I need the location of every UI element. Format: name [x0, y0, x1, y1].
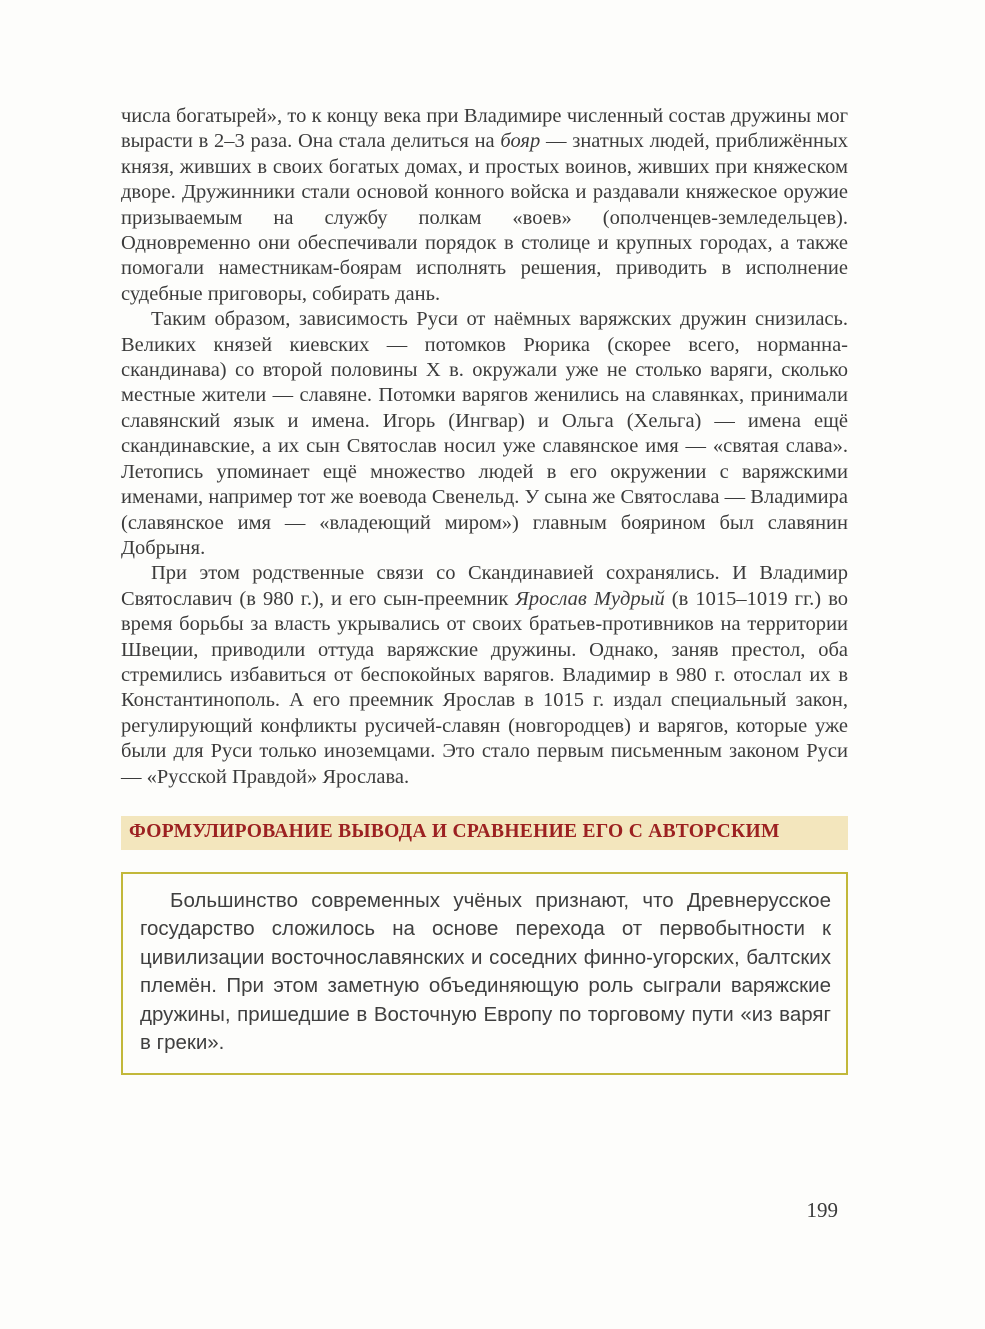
section-heading: [121, 816, 848, 850]
conclusion-box-text: Большинство современных учёных признают, что Древнерусское государство сложилось на основе перехода от первобытности к цивилизации восточнославянских и соседних финно-угорских, балтских племён. При этом заметную объединяющую роль сыграли варяжские дружины, пришедшие в Восточную Европу по торговому пути «из варяг в греки».: [140, 888, 831, 1055]
body-paragraph: [121, 104, 848, 307]
body-text-italic-run: Ярослав Мудрый: [515, 587, 665, 610]
body-text: [121, 104, 848, 790]
body-paragraph: [121, 307, 848, 561]
section-heading-text: ФОРМУЛИРОВАНИЕ ВЫВОДА И СРАВНЕНИЕ ЕГО С АВТОРСКИМ: [129, 820, 780, 842]
body-text-italic-run: бояр: [500, 130, 541, 153]
body-text-run: — знатных людей, приближённых князя, живших в своих богатых домах, и простых воинов, живших при княжеском дворе. Дружинники стали основой конного войска и раздавали княжеское оружие призываемым на службу полкам «воев» (ополченцев-земледельцев). Одновременно они обеспечивали порядок в столице и крупных городах, а также помогали наместникам-боярам исполнять решения, приводить в исполнение судебные приговоры, собирать дань.: [121, 130, 848, 305]
body-text-run: При этом родственные связи со Скандинавией сохранялись. И Владимир Святославич (в 980 г.), и его сын-преемник: [121, 562, 848, 610]
body-text-run: (в 1015–1019 гг.) во время борьбы за власть укрывались от своих братьев-противников на территории Швеции, приводили оттуда варяжские дружины. Однако, заняв престол, оба стремились избавиться от беспокойных варягов. Владимир в 980 г. отослал их в Константинополь. А его преемник Ярослав в 1015 г. издал специальный закон, регулирующий конфликты русичей-славян (новгородцев) и варягов, которые уже были для Руси только иноземцами. Это стало первым письменным законом Руси — «Русской Правдой» Ярослава.: [121, 587, 848, 788]
conclusion-box: [121, 872, 848, 1075]
page-number: 199: [806, 1198, 838, 1222]
body-text-run: Таким образом, зависимость Руси от наёмных варяжских дружин снизилась. Великих князей киевских — потомков Рюрика (скорее всего, норманна-скандинава) со второй половины X в. окружали уже не столько варяги, сколько местные жители — славяне. Потомки варягов женились на славянках, принимали славянский язык и имена. Игорь (Ингвар) и Ольга (Хельга) — имена ещё скандинавские, а их сын Святослав носил уже славянское имя — «святая слава». Летопись упоминает ещё множество людей в его окружении с варяжскими именами, например тот же воевода Свенельд. У сына же Святослава — Владимира (славянское имя — «владеющий миром») главным боярином был славянин Добрыня.: [121, 308, 848, 559]
body-paragraph: [121, 561, 848, 790]
body-text-run: числа богатырей», то к концу века при Владимире численный состав дружины мог вырасти в 2–3 раза. Она стала делиться на: [121, 105, 848, 153]
page-content: [121, 104, 848, 1075]
